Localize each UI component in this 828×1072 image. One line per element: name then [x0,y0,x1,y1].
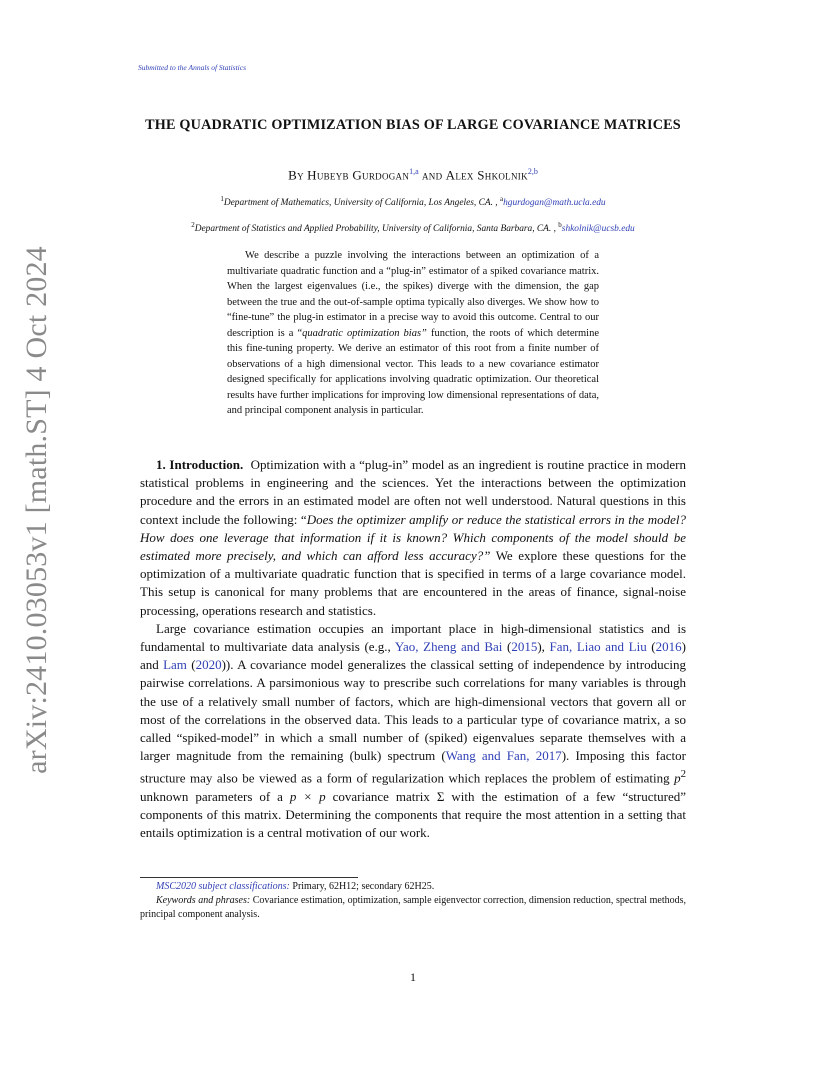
footnotes [140,880,686,922]
submitted-note[interactable]: Submitted to the Annals of Statistics [138,63,246,72]
introduction-section [140,456,686,843]
intro-p1-text-b: We explore these questions for the optimization of a multivariate quadratic function that is specified in terms of a large covariance model. This setup is canonical for many problems that are encountered in the areas of finance, signal-noise processing, operations research and statistics. [140,548,687,618]
msc-text: Primary, 62H12; secondary 62H25. [289,881,435,892]
affiliation-2 [140,221,686,234]
footnote-msc [140,880,686,894]
author-1: Hubeyb Gurdogan [307,167,410,183]
and-word: and [421,167,443,183]
citation-lam-year[interactable]: 2020 [195,657,222,673]
author-2-marker[interactable]: 2,b [527,167,538,176]
sep-2: ) and [140,639,686,673]
abstract [227,248,599,419]
affiliation-1 [140,195,686,208]
math-p: p [674,770,681,786]
intro-p2-text-b: )). A covariance model generalizes the classical setting of independence by introducing pairwise correlations. A parsimonious way to prescribe such correlations for many variables is through the use of a relatively small number of factors, which are high-dimensional vectors that govern all or most of the correlations in the observed data. This leads to a particular type of covariance matrix, a so called “spiked-model” in which a small number of (spiked) eigenvalues separate themselves with a larger magnitude from the remaining (bulk) spectrum ( [140,657,686,764]
arxiv-id[interactable]: arXiv:2410.03053v1 [math.ST] 4 Oct 2024 [20,246,53,774]
affiliation-1-number: 1 [220,195,224,203]
email-1-marker: a [499,195,504,203]
intro-paragraph-1 [140,456,686,620]
citation-lam[interactable]: Lam [163,657,187,673]
keywords-label: Keywords and phrases: [156,895,251,906]
page-number: 1 [410,970,416,984]
by-word: By [288,167,304,183]
footnote-rule [140,877,358,878]
abstract-text-2: function, the roots of which determine this fine-tuning property. We derive an estimator of this root from a finite number of observations of a high dimensional vector. This leads to a new covariance estimator designed specifically for applications involving quadratic optimization. Our theoretical results have further implications for improving low dimensional representations of data, and principal component analysis in particular. [227,327,600,416]
affiliation-1-text: Department of Mathematics, University of California, Los Angeles, CA. , [223,198,500,209]
author-2: Alex Shkolnik [445,167,528,183]
sep-1: ), [537,639,550,655]
math-p-squared: 2 [680,768,686,781]
intro-p2-text-a: Large covariance estimation occupies an important place in high-dimensional statistics and is fundamental to multivariate data analysis (e.g., [140,620,686,655]
intro-p2-text-e: covariance matrix Σ with the estimation of a few “structured” components of this matrix. Determining the components that require the most attention in a setting that entails optimization is a central motivation of our work. [140,788,686,841]
footnote-keywords [140,894,686,922]
paper-title: THE QUADRATIC OPTIMIZATION BIAS OF LARGE COVARIANCE MATRICES [145,117,681,133]
intro-p2-text-d: unknown parameters of a [140,788,290,804]
math-p-by-p: p × p [289,788,326,804]
abstract-italic: quadratic optimization bias” [302,327,427,339]
abstract-text-1: We describe a puzzle involving the interactions between an optimization of a multivariate quadratic function and a “plug-in” estimator of a spiked covariance matrix. When the largest eigenvalues (i.e., the spikes) diverge with the dimension, the gap between the true and the out-of-sample optima typically also diverges. We show how to “fine-tune” the plug-in estimator in a precise way to avoid this outcome. Central to our description is a “ [227,250,599,339]
affiliation-2-text: Department of Statistics and Applied Probability, University of California, Santa Barbara, CA. , [194,224,559,235]
citation-fan[interactable]: Fan, Liao and Liu [549,639,647,655]
email-2-link[interactable]: shkolnik@ucsb.edu [561,224,635,235]
section-heading: 1. Introduction. [156,457,244,472]
citation-wang[interactable]: Wang and Fan, 2017 [445,748,562,764]
email-2-marker: b [558,221,562,229]
keywords-text: Covariance estimation, optimization, sample eigenvector correction, dimension reduction, spectral methods, principal component analysis. [140,895,686,920]
abstract-paragraph [227,248,599,419]
author-line [140,167,686,183]
citation-yao[interactable]: Yao, Zheng and Bai [394,639,503,655]
intro-p2-text-c: ). Imposing this factor structure may also be viewed as a form of regularization which replaces the problem of estimating [140,748,686,786]
email-1-link[interactable]: hgurdogan@math.ucla.edu [503,198,606,209]
citation-yao-year[interactable]: 2015 [511,639,538,655]
intro-p1-questions: Does the optimizer amplify or reduce the statistical errors in the model? How does one leverage that information if it is known? Which components of the model should be estimated more precisely, and which can afford less accuracy?” [140,511,686,564]
author-1-marker[interactable]: 1,a [409,167,419,176]
affiliation-2-number: 2 [191,221,195,229]
intro-paragraph-2: Large covariance estimation occupies an important place in high-dimensional statistics and is fundamental to multivariate data analysis (e.g., Yao, Zheng and Bai (2015), Fan, Liao and Liu (2016) and Lam (2020)). A covariance model generalizes the classical setting of independence by introducing pairwise correlations. A parsimonious way to prescribe such correlations for many variables is through the use of a relatively small number of factors, which are high-dimensional vectors that govern all or most of the correlations in the observed data. This leads to a particular type of covariance matrix, a so called “spiked-model” in which a small number of (spiked) eigenvalues separate themselves with a larger magnitude from the remaining (bulk) spectrum (Wang and Fan, 2017). Imposing this factor structure may also be viewed as a form of regularization which replaces the problem of estimating $p^2$ unknown parameters of a p × p covariance matrix Σ with the estimation of a few “structured” components of this matrix. Determining the components that require the most attention in a setting that entails optimization is a central motivation of our work. [140,620,686,841]
intro-p1-text-a: Optimization with a “plug-in” model as an ingredient is routine practice in modern statistical problems in engineering and the sciences. Yet the interactions between the optimization procedure and the errors in an estimated model are often not well understood. Natural questions in this context include the following: “ [140,457,687,527]
citation-fan-year[interactable]: 2016 [655,639,682,655]
arxiv-stamp [20,246,53,774]
msc-label[interactable]: MSC2020 subject classifications: [156,881,290,892]
